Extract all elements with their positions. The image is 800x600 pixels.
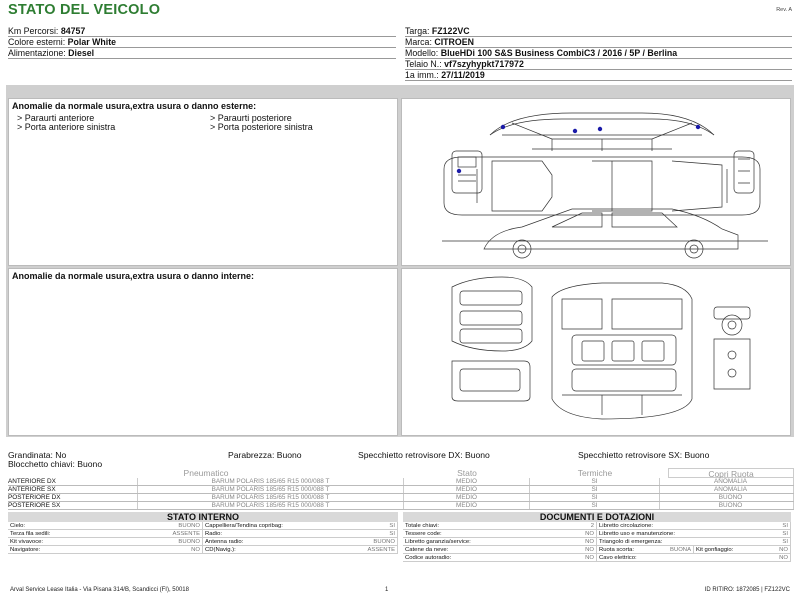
kv-key: Codice autoradio:: [405, 555, 452, 561]
stato-interno-title: STATO INTERNO: [8, 512, 398, 522]
status-line: [8, 451, 794, 469]
kv-cell: [403, 522, 597, 530]
kv-value: ASSENTE: [172, 531, 200, 537]
kv-value: NO: [585, 555, 594, 561]
kv-value: SI: [389, 523, 395, 529]
tyre-termiche-cell: SI: [530, 502, 660, 509]
tyre-pos-cell: POSTERIORE SX: [8, 502, 138, 509]
kv-row: [403, 546, 791, 554]
kv-key: Libretto garanzia/service:: [405, 539, 471, 545]
documenti-rows: [403, 522, 791, 562]
kv-cell: [403, 554, 597, 562]
tyre-row: [8, 502, 794, 510]
registration-row: 1a imm.: 27/11/2019: [405, 70, 792, 81]
car-interior-diagram-icon: [402, 269, 792, 437]
kv-value: NO: [779, 547, 788, 553]
tyre-desc-cell: BARUM POLARIS 185/65 R15 000/088 T: [138, 502, 404, 509]
internal-damage-panel: [8, 268, 398, 436]
damage-item: > Porta posteriore sinistra: [210, 122, 313, 132]
tyre-copri-cell: ANOMALIA: [668, 478, 794, 485]
kv-value: ASSENTE: [367, 547, 395, 553]
tyre-row: [8, 478, 794, 486]
tyre-pos-cell: POSTERIORE DX: [8, 494, 138, 501]
stato-interno-rows: [8, 522, 398, 554]
external-damage-list-2: [210, 114, 313, 132]
tyre-stato-cell: MEDIO: [404, 502, 530, 509]
kv-row: [403, 530, 791, 538]
damage-item: > Paraurti anteriore: [17, 113, 95, 123]
kv-cell: [203, 522, 398, 530]
kv-cell: [8, 546, 203, 554]
documenti-title: DOCUMENTI E DOTAZIONI: [403, 512, 791, 522]
kv-cell: [203, 538, 398, 546]
kv-key: Libretto circolazione:: [599, 523, 654, 529]
damage-marker: [457, 169, 461, 173]
kv-value: BUONO: [178, 539, 200, 545]
kv-row: [403, 538, 791, 546]
header-copri-ruota: Copri Ruota: [668, 468, 794, 478]
external-damage-panel: [8, 98, 398, 266]
kv-row: [8, 522, 398, 530]
specchietto-dx-status: Specchietto retrovisore DX: Buono: [358, 450, 490, 460]
kv-value: BUONA: [670, 547, 691, 553]
kv-key: Libretto uso e manutenzione:: [599, 531, 675, 537]
car-exterior-diagram-icon: [402, 99, 792, 267]
tyre-copri-cell: ANOMALIA: [668, 486, 794, 493]
kv-key: Cielo:: [10, 523, 26, 529]
vehicle-info-left: [8, 26, 396, 59]
kv-cell: [597, 554, 791, 562]
kv-cell: [203, 546, 398, 554]
tyre-copri-cell: BUONO: [668, 502, 794, 509]
damage-marker: [573, 129, 577, 133]
header-termiche: Termiche: [577, 468, 613, 478]
external-diagram-panel: [401, 98, 791, 266]
tyre-desc-cell: BARUM POLARIS 185/65 R15 000/088 T: [138, 486, 404, 493]
kv-key: Terza fila sedili:: [10, 531, 51, 537]
kv-row: [403, 522, 791, 530]
kv-value: BUONO: [373, 539, 395, 545]
kv-cell: [403, 530, 597, 538]
parabrezza-status: Parabrezza: Buono: [228, 450, 302, 460]
external-damage-list-1: [17, 114, 115, 132]
km-row: Km Percorsi: 84757: [8, 26, 396, 37]
kv-cell: [8, 530, 203, 538]
tyre-stato-cell: MEDIO: [404, 486, 530, 493]
tyre-row: [8, 486, 794, 494]
internal-damage-title: Anomalie da normale usura,extra usura o danno interne:: [12, 271, 255, 281]
kv-value: 2: [590, 523, 594, 529]
grandinata-status: Grandinata: No: [8, 450, 67, 460]
brand-row: Marca: CITROEN: [405, 37, 792, 48]
external-damage-title: Anomalie da normale usura,extra usura o danno esterne:: [12, 101, 257, 111]
model-row: Modello: BlueHDi 100 S&S Business CombiC3 / 2016 / 5P / Berlina: [405, 48, 792, 59]
footer-id: ID RITIRO: 1872085 | FZ122VC: [704, 587, 790, 593]
tyre-rows: [8, 478, 794, 510]
plate-row: Targa: FZ122VC: [405, 26, 792, 37]
tyres-table: [8, 468, 794, 510]
tyre-pos-cell: ANTERIORE SX: [8, 486, 138, 493]
specchietto-sx-status: Specchietto retrovisore SX: Buono: [578, 450, 710, 460]
kv-key: Totale chiavi:: [405, 523, 440, 529]
header-stato: Stato: [457, 468, 477, 478]
tyre-stato-cell: MEDIO: [404, 478, 530, 485]
tyre-pos-cell: ANTERIORE DX: [8, 478, 138, 485]
tyre-stato-cell: MEDIO: [404, 494, 530, 501]
kv-value: SI: [782, 531, 788, 537]
tyre-termiche-cell: SI: [530, 494, 660, 501]
tyre-desc-cell: BARUM POLARIS 185/65 R15 000/088 T: [138, 478, 404, 485]
page-number: 1: [385, 587, 389, 593]
damage-marker: [501, 125, 505, 129]
kv-cell: [8, 538, 203, 546]
kv-cell: [203, 530, 398, 538]
tyre-desc-cell: BARUM POLARIS 185/65 R15 000/088 T: [138, 494, 404, 501]
kv-value: SI: [389, 531, 395, 537]
kv-key: Cavo elettrico:: [599, 555, 637, 561]
kv-row: [8, 530, 398, 538]
vehicle-info-right: [405, 26, 792, 81]
kv-row: [403, 554, 791, 562]
kv-cell: [597, 546, 694, 554]
kv-cell: [694, 546, 791, 554]
blocchetto-status: Blocchetto chiavi: Buono: [8, 459, 103, 469]
kv-cell: [403, 546, 597, 554]
damage-marker: [696, 125, 700, 129]
kv-value: NO: [585, 547, 594, 553]
damage-item: > Paraurti posteriore: [210, 113, 292, 123]
kv-row: [8, 546, 398, 554]
kv-cell: [597, 538, 791, 546]
documenti-section: [403, 512, 791, 562]
kv-key: Tessere code:: [405, 531, 442, 537]
tyre-copri-cell: BUONO: [668, 494, 794, 501]
kv-value: SI: [782, 523, 788, 529]
kv-cell: [8, 522, 203, 530]
kv-key: Antenna radio:: [205, 539, 244, 545]
kv-key: Kit vivavoce:: [10, 539, 44, 545]
kv-key: Kit gonfiaggio:: [696, 547, 734, 553]
page-title: STATO DEL VEICOLO: [8, 2, 161, 18]
stato-interno-section: [8, 512, 398, 554]
kv-key: Catene da neve:: [405, 547, 449, 553]
fuel-row: Alimentazione: Diesel: [8, 48, 396, 59]
color-row: Colore esterni: Polar White: [8, 37, 396, 48]
footer-address: Arval Service Lease Italia - Via Pisana 314/B, Scandicci (FI), 50018: [10, 587, 189, 593]
kv-cell: [403, 538, 597, 546]
kv-key: Triangolo di emergenza:: [599, 539, 663, 545]
kv-key: Navigatore:: [10, 547, 41, 553]
tyre-termiche-cell: SI: [530, 486, 660, 493]
kv-value: BUONO: [178, 523, 200, 529]
tyre-row: [8, 494, 794, 502]
kv-cell: [597, 530, 791, 538]
kv-key: Radio:: [205, 531, 223, 537]
kv-value: NO: [585, 539, 594, 545]
header-pneumatico: Pneumatico: [183, 468, 229, 478]
damage-item: > Porta anteriore sinistra: [17, 122, 116, 132]
kv-key: Cappelliera/Tendina copribag:: [205, 523, 283, 529]
chassis-row: Telaio N.: vf7szyhypkt717972: [405, 59, 792, 70]
kv-value: NO: [779, 555, 788, 561]
kv-value: NO: [191, 547, 200, 553]
tyre-termiche-cell: SI: [530, 478, 660, 485]
damage-marker: [598, 127, 602, 131]
kv-value: NO: [585, 531, 594, 537]
kv-cell: [597, 522, 791, 530]
kv-key: Ruota scorta:: [599, 547, 635, 553]
kv-key: CD(Navig.):: [205, 547, 236, 553]
kv-row: [8, 538, 398, 546]
internal-diagram-panel: [401, 268, 791, 436]
kv-value: SI: [782, 539, 788, 545]
revision-label: Rev. A: [776, 7, 792, 13]
section-divider: [6, 85, 794, 97]
